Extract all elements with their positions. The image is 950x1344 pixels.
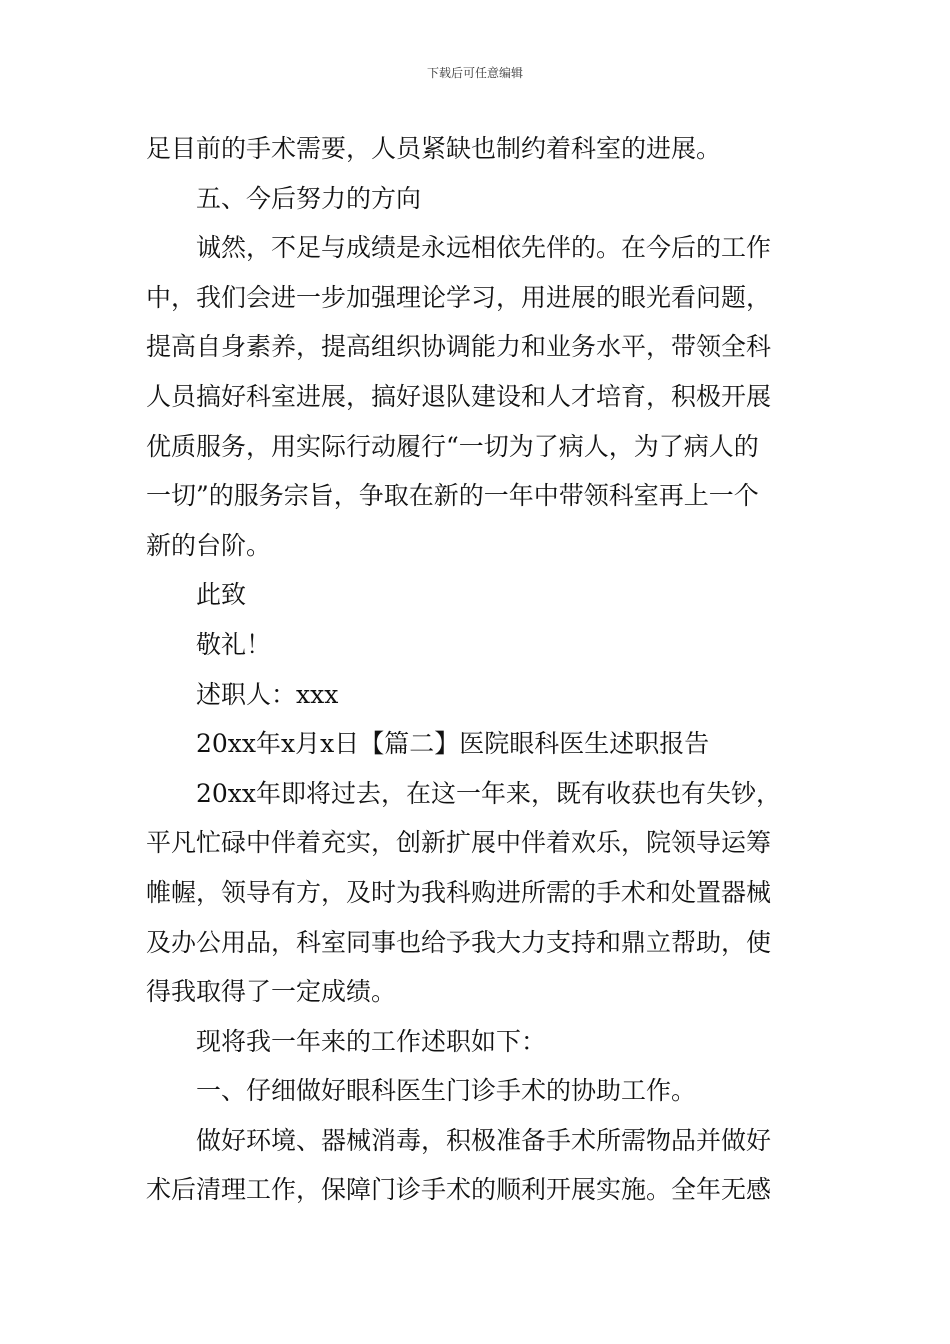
text-line: 提高自身素养，提高组织协调能力和业务水平，带领全科 bbox=[146, 332, 772, 362]
text-line: 新的台阶。 bbox=[146, 530, 272, 560]
text-line: 此致 bbox=[196, 580, 247, 610]
text-line: 20xx年即将过去，在这一年来，既有收获也有失钞， bbox=[196, 778, 782, 808]
page-header-note: 下载后可任意编辑 bbox=[426, 66, 523, 80]
document-body bbox=[146, 124, 810, 1215]
text-line: 优质服务，用实际行动履行“一切为了病人，为了病人的 bbox=[146, 431, 759, 461]
text-line: 一切”的服务宗旨，争取在新的一年中带领科室再上一个 bbox=[146, 481, 759, 511]
text-line: 中，我们会进一步加强理论学习，用进展的眼光看问题， bbox=[146, 282, 772, 312]
text-line: 五、今后努力的方向 bbox=[196, 183, 422, 213]
text-line: 现将我一年来的工作述职如下： bbox=[196, 1026, 547, 1056]
text-line: 人员搞好科室进展，搞好退队建设和人才培育，积极开展 bbox=[146, 381, 772, 411]
text-line: 做好环境、器械消毒，积极准备手术所需物品并做好 bbox=[196, 1125, 772, 1155]
text-line: 平凡忙碌中伴着充实，创新扩展中伴着欢乐，院领导运筹 bbox=[146, 828, 772, 858]
text-line: 述职人：xxx bbox=[196, 679, 339, 709]
text-line: 及办公用品，科室同事也给予我大力支持和鼎立帮助，使 bbox=[146, 927, 772, 957]
text-line: 20xx年x月x日【篇二】医院眼科医生述职报告 bbox=[196, 729, 710, 759]
text-line: 得我取得了一定成绩。 bbox=[146, 977, 397, 1007]
text-line: 术后清理工作，保障门诊手术的顺利开展实施。全年无感 bbox=[146, 1175, 772, 1205]
text-line: 诚然，不足与成绩是永远相依先伴的。在今后的工作 bbox=[196, 233, 772, 263]
text-line: 敬礼！ bbox=[196, 629, 272, 659]
text-line: 足目前的手术需要，人员紧缺也制约着科室的进展。 bbox=[146, 134, 722, 163]
text-line: 帷幄，领导有方，及时为我科购进所需的手术和处置器械 bbox=[146, 877, 772, 907]
text-line: 一、仔细做好眼科医生门诊手术的协助工作。 bbox=[196, 1076, 697, 1106]
